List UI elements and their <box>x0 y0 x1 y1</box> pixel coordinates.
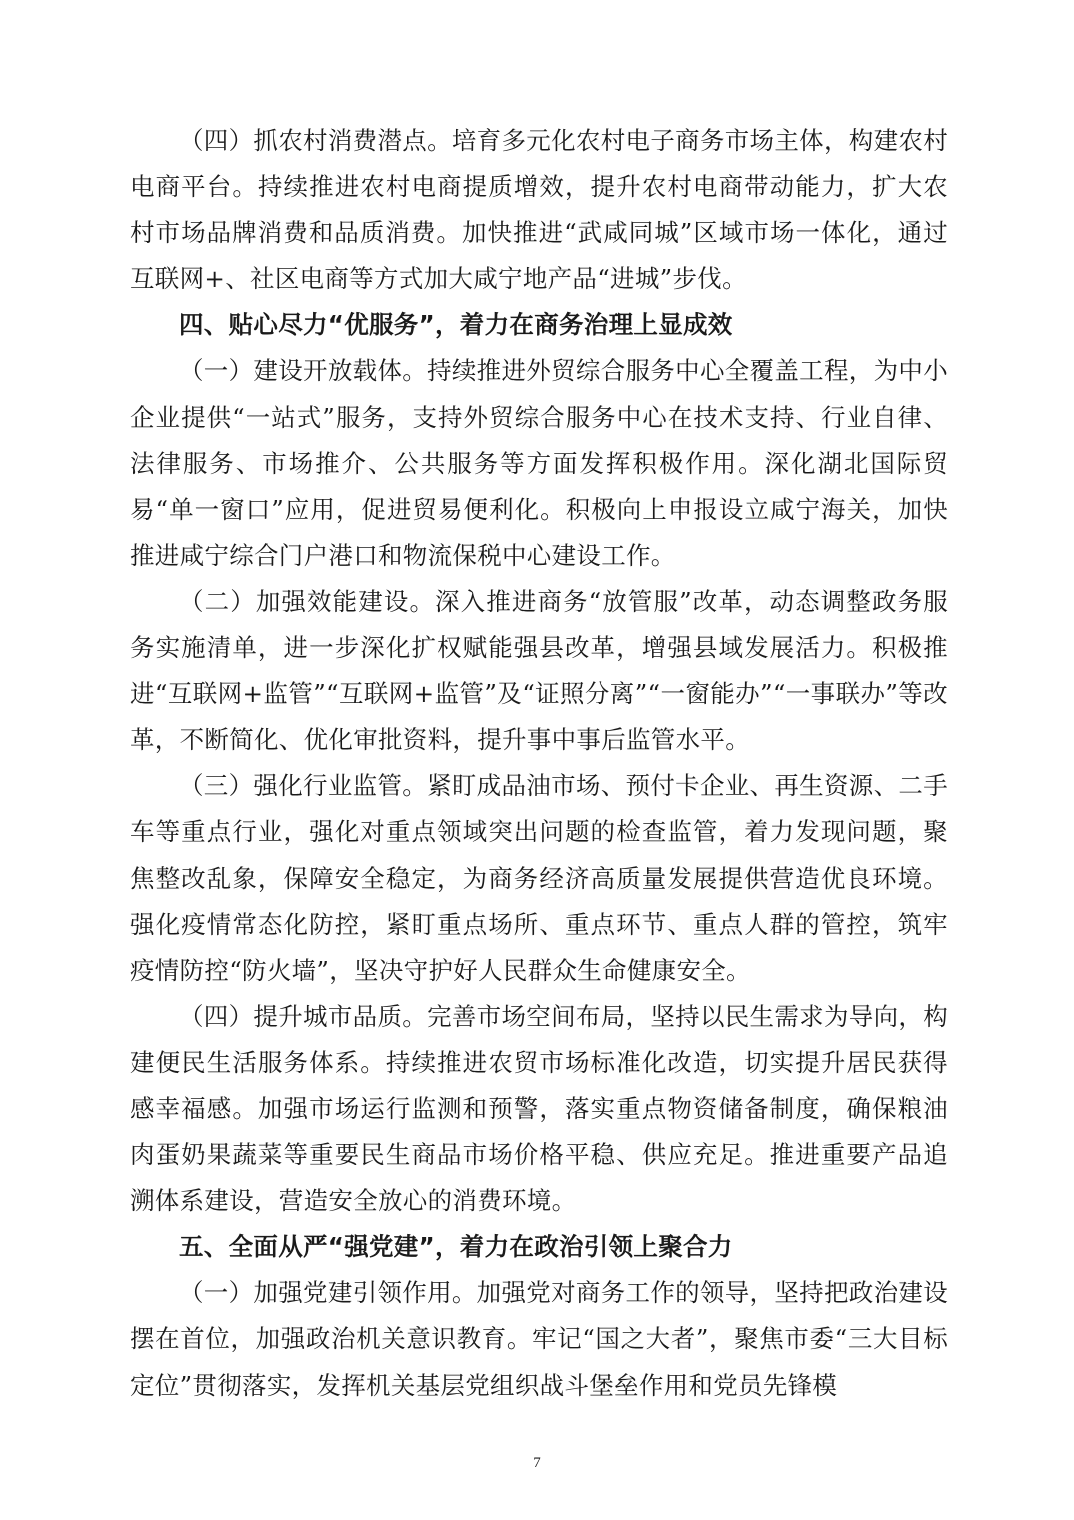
paragraph-city-quality: （四）提升城市品质。完善市场空间布局，坚持以民生需求为导向，构建便民生活服务体系。持续推进农贸市场标准化改造，切实提升居民获得感幸福感。加强市场运行监测和预警，落实重点物资储备制度，确保粮油肉蛋奶果蔬菜等重要民生商品市场价格平稳、供应充足。推进重要产品追溯体系建设，营造安全放心的消费环境。 <box>130 1001 948 1216</box>
paragraph-rural-consumption: （四）抓农村消费潜点。培育多元化农村电子商务市场主体，构建农村电商平台。持续推进农村电商提质增效，提升农村电商带动能力，扩大农村市场品牌消费和品质消费。加快推进“武咸同城”区域市场一体化，通过互联网+、社区电商等方式加大咸宁地产品“进城”步伐。 <box>130 126 948 294</box>
paragraph-efficiency: （二）加强效能建设。深入推进商务“放管服”改革，动态调整政务服务实施清单，进一步深化扩权赋能强县改革，增强县域发展活力。积极推进“互联网+监管”“互联网+监管”及“证照分离”“一窗能办”“一事联办”等改革，不断简化、优化审批资料，提升事中事后监管水平。 <box>130 586 948 755</box>
paragraph-supervision: （三）强化行业监管。紧盯成品油市场、预付卡企业、再生资源、二手车等重点行业，强化对重点领域突出问题的检查监管，着力发现问题，聚焦整改乱象，保障安全稳定，为商务经济高质量发展提供营造优良环境。强化疫情常态化防控，紧盯重点场所、重点环节、重点人群的管控，筑牢疫情防控“防火墙”，坚决守护好人民群众生命健康安全。 <box>130 771 948 985</box>
paragraph-open-platform: （一）建设开放载体。持续推进外贸综合服务中心全覆盖工程，为中小企业提供“一站式”服务，支持外贸综合服务中心在技术支持、行业自律、法律服务、市场推介、公共服务等方面发挥积极作用。深化湖北国际贸易“单一窗口”应用，促进贸易便利化。积极向上申报设立咸宁海关，加快推进咸宁综合门户港口和物流保税中心建设工作。 <box>130 356 948 570</box>
page-number: 7 <box>533 1455 541 1471</box>
section-heading-4: 四、贴心尽力“优服务”，着力在商务治理上显成效 <box>179 310 733 340</box>
document-body <box>130 118 948 1409</box>
paragraph-party-building: （一）加强党建引领作用。加强党对商务工作的领导，坚持把政治建设摆在首位，加强政治机关意识教育。牢记“国之大者”，聚焦市委“三大目标定位”贯彻落实，发挥机关基层党组织战斗堡垒作用和党员先锋模 <box>130 1278 948 1400</box>
section-heading-5: 五、全面从严“强党建”，着力在政治引领上聚合力 <box>179 1232 733 1262</box>
